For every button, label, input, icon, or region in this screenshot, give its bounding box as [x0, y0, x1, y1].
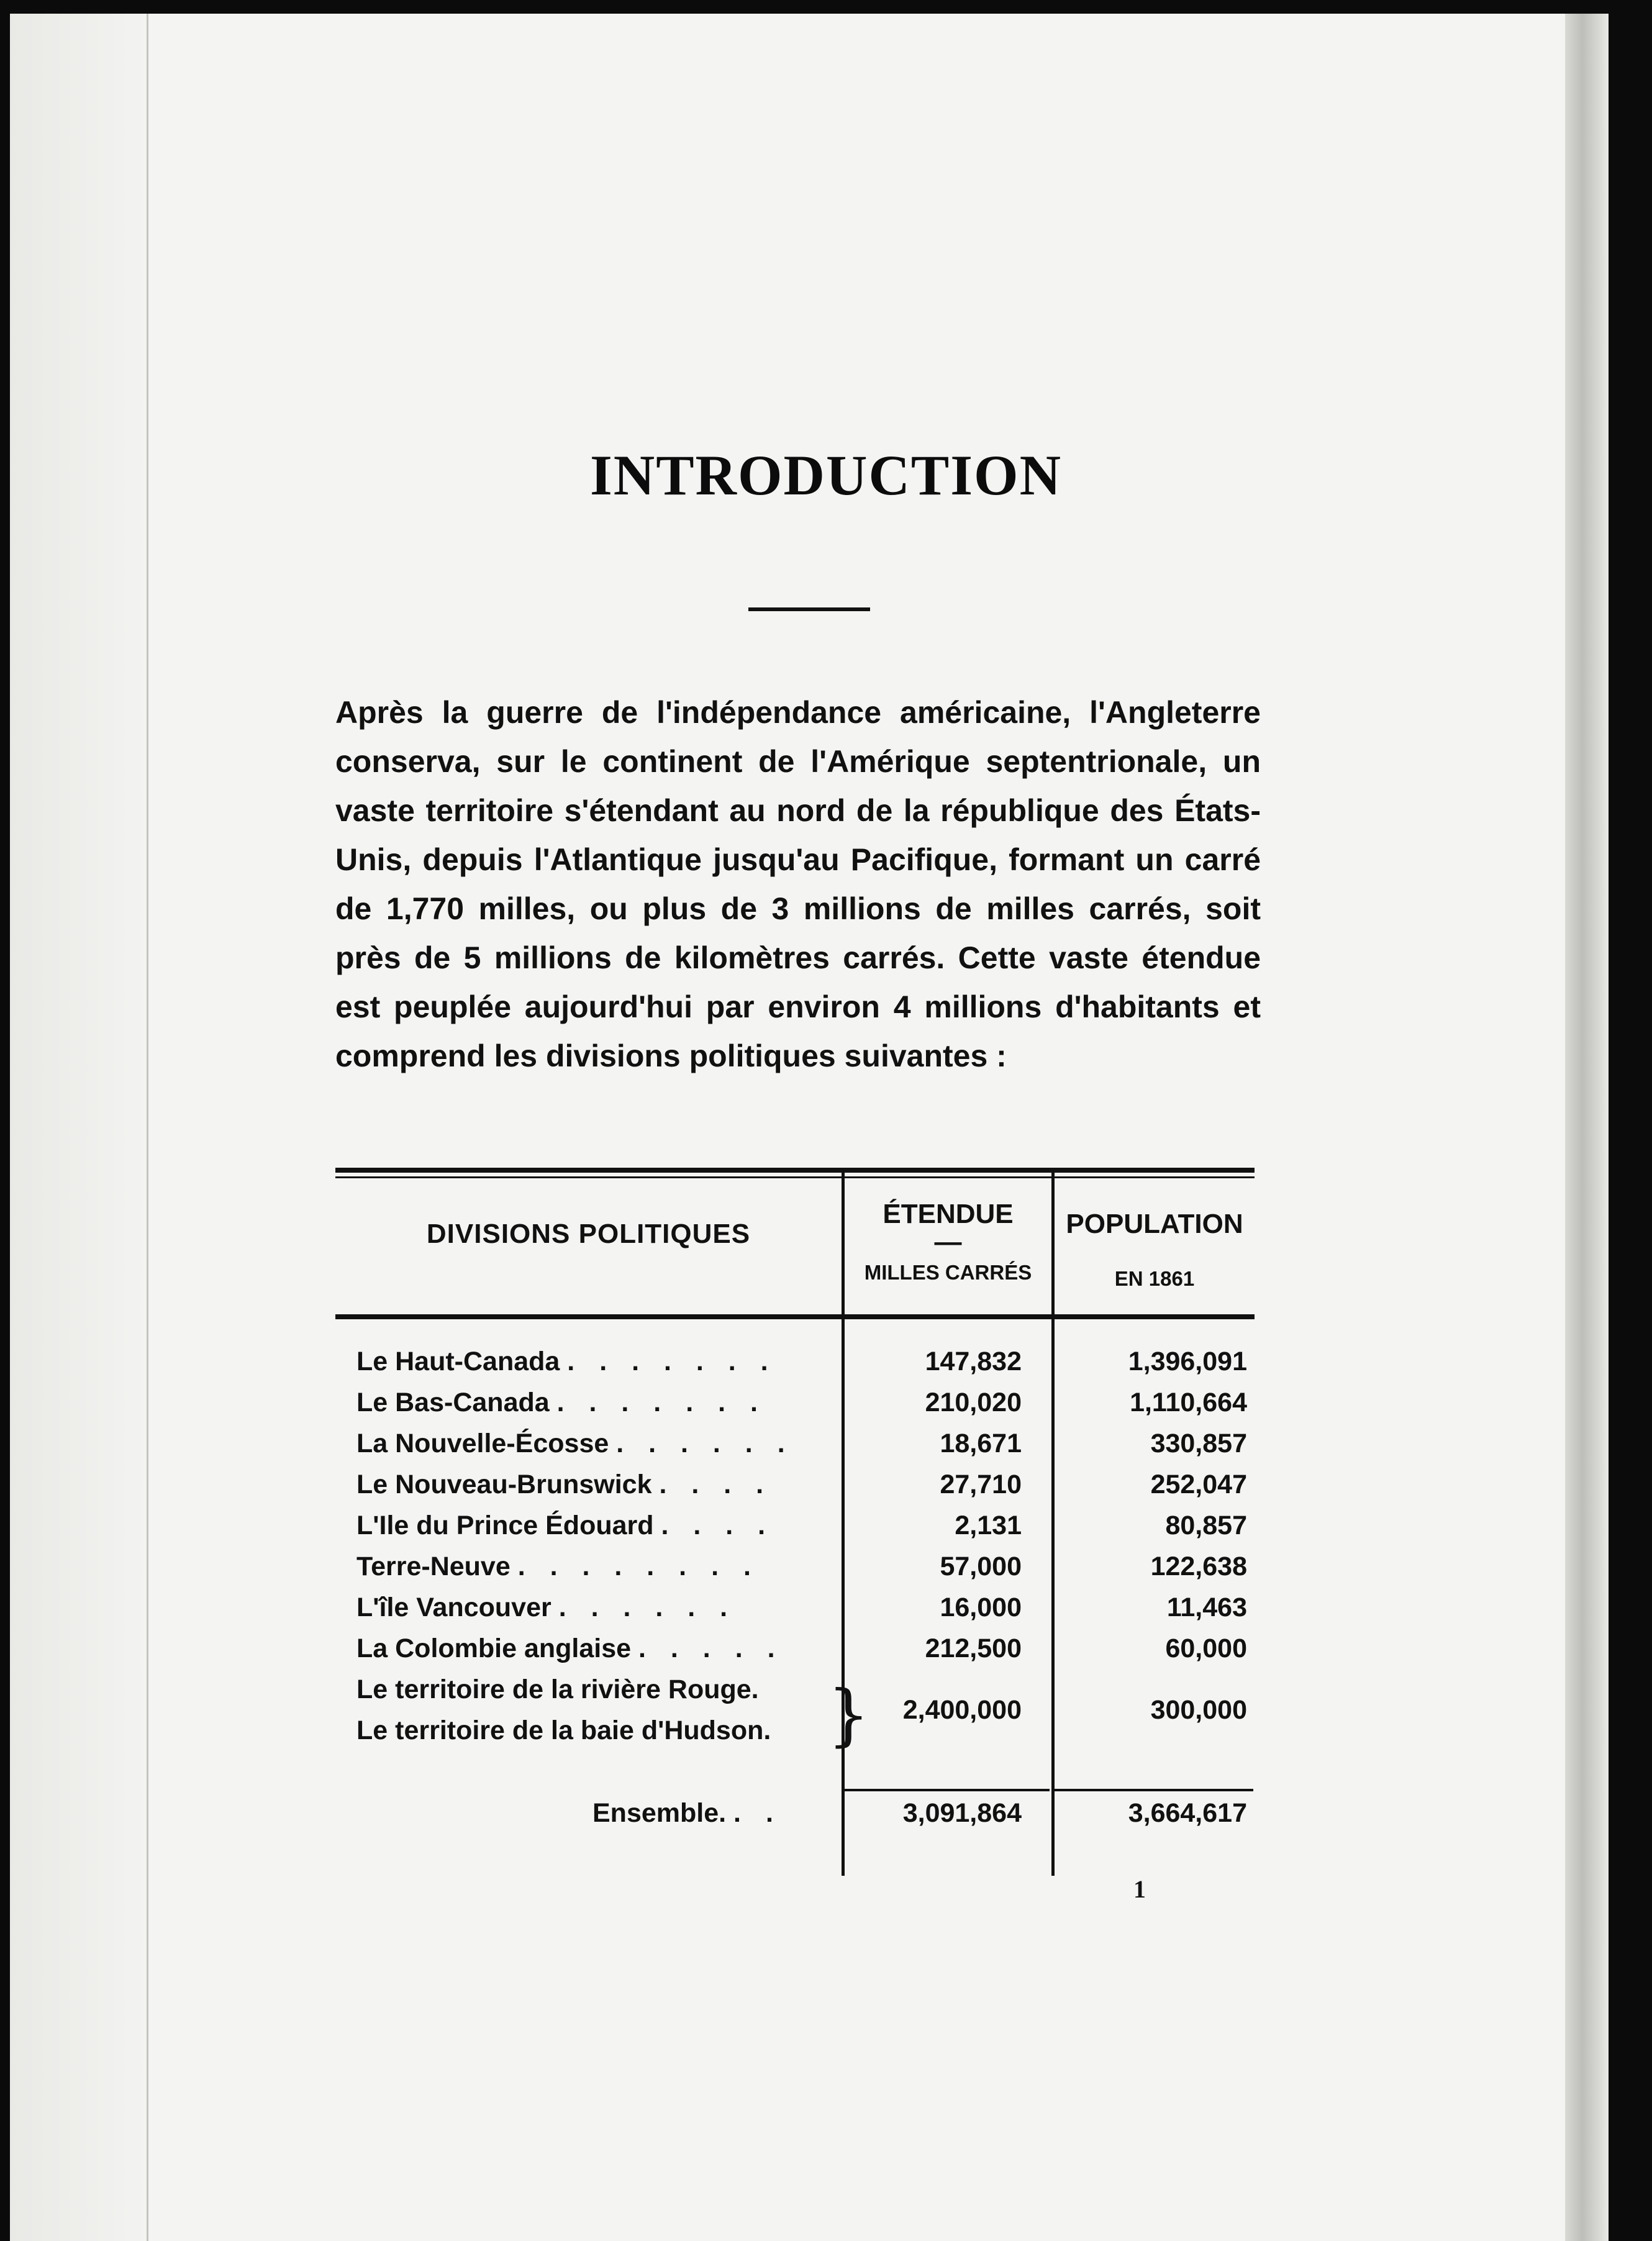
area-value: 147,832 — [925, 1347, 1022, 1376]
area-value: 210,020 — [925, 1388, 1022, 1417]
division-name: L'Ile du Prince Édouard . . . . — [356, 1511, 774, 1540]
header-population-year: EN 1861 — [1114, 1267, 1195, 1290]
table-header-rule — [335, 1314, 1255, 1319]
grouping-brace: } — [827, 1676, 870, 1754]
header-etendue-unit: MILLES CARRÉS — [864, 1261, 1032, 1284]
header-etendue-dash: — — [934, 1227, 962, 1257]
area-value: 57,000 — [940, 1552, 1022, 1581]
area-value: 212,500 — [925, 1634, 1022, 1663]
page-edge — [1565, 14, 1609, 2241]
scan-border-left — [0, 0, 10, 2241]
division-name: Le territoire de la rivière Rouge. — [356, 1675, 759, 1704]
table-top-rule-thin — [335, 1176, 1255, 1178]
division-name: Le Haut-Canada . . . . . . . — [356, 1347, 777, 1376]
intro-paragraph: Après la guerre de l'indépendance américaine, l'Angleterre conserva, sur le continent de l'Amérique septentrionale, un vaste territoire s'étendant au nord de la république des États-Unis, depuis l'Atlantique jusqu'au Pacifique, formant un carré de 1,770 milles, ou plus de 3 millions de milles carrés, soit près de 5 millions de kilomètres carrés. Cette vaste étendue est peuplée aujourd'hui par environ 4 millions d'habitants et comprend les divisions politiques suivantes : — [335, 695, 1261, 1073]
area-value: 18,671 — [940, 1429, 1022, 1458]
table-row — [356, 1470, 1255, 1511]
population-value: 60,000 — [1165, 1634, 1247, 1663]
area-value: 27,710 — [940, 1470, 1022, 1499]
table-row-grouped — [356, 1675, 1255, 1757]
area-value: 16,000 — [940, 1593, 1022, 1622]
division-name: Le Bas-Canada . . . . . . . — [356, 1388, 766, 1417]
book-gutter — [10, 14, 147, 2241]
table-row — [356, 1593, 1255, 1634]
division-name: La Colombie anglaise . . . . . — [356, 1634, 784, 1663]
total-label: Ensemble. . . — [592, 1798, 782, 1828]
table-row — [356, 1552, 1255, 1593]
division-name: Terre-Neuve . . . . . . . . — [356, 1552, 760, 1581]
population-value: 252,047 — [1150, 1470, 1247, 1499]
table-row — [356, 1511, 1255, 1552]
header-divisions: DIVISIONS POLITIQUES — [426, 1219, 751, 1249]
population-value: 1,110,664 — [1130, 1388, 1247, 1417]
table-body — [356, 1347, 1255, 1757]
population-value: 122,638 — [1150, 1552, 1247, 1581]
area-value: 2,400,000 — [902, 1695, 1022, 1725]
table-row — [356, 1388, 1255, 1429]
scan-border-right — [1609, 0, 1652, 2241]
population-value: 300,000 — [1150, 1695, 1247, 1725]
division-name: Le territoire de la baie d'Hudson. — [356, 1716, 771, 1745]
population-value: 11,463 — [1166, 1593, 1247, 1622]
population-value: 330,857 — [1150, 1429, 1247, 1458]
page-number: 1 — [1133, 1875, 1146, 1903]
total-population: 3,664,617 — [1128, 1798, 1247, 1828]
area-value: 2,131 — [955, 1511, 1022, 1540]
header-population: POPULATION — [1066, 1209, 1243, 1239]
sum-rule-area — [845, 1789, 1050, 1791]
scan-border-top — [0, 0, 1652, 14]
table-total-row — [356, 1798, 1255, 1839]
population-value: 80,857 — [1165, 1511, 1247, 1540]
table-row — [356, 1634, 1255, 1675]
total-area: 3,091,864 — [902, 1798, 1022, 1828]
title-rule — [748, 607, 870, 611]
table-row — [356, 1347, 1255, 1388]
gutter-fold-line — [147, 14, 148, 2241]
page-title: INTRODUCTION — [589, 443, 1063, 507]
table-top-rule — [335, 1168, 1255, 1173]
division-name: L'île Vancouver . . . . . . — [356, 1593, 737, 1622]
page-surface — [147, 14, 1575, 2241]
division-name: Le Nouveau-Brunswick . . . . — [356, 1470, 773, 1499]
table-row — [356, 1429, 1255, 1470]
population-value: 1,396,091 — [1128, 1347, 1247, 1376]
header-etendue: ÉTENDUE — [883, 1199, 1014, 1229]
sum-rule-population — [1055, 1789, 1253, 1791]
division-name: La Nouvelle-Écosse . . . . . . — [356, 1429, 794, 1458]
